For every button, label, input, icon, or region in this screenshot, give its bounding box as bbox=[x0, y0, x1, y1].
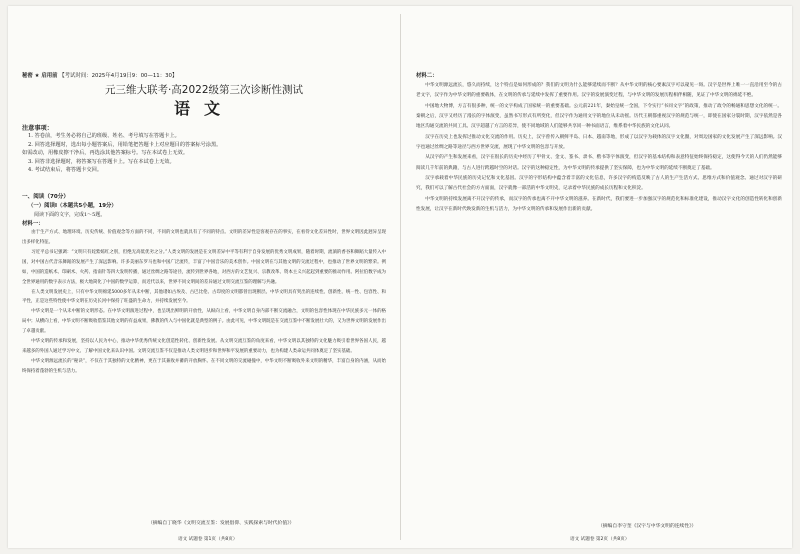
material1-body bbox=[22, 228, 386, 377]
material2-paragraph: 从汉字的产生和发展来看，汉字在很长的历史中经历了甲骨文、金文、篆书、隶书、楷书等字体演变，但汉字的基本结构和表意特征始终保持稳定，这使得今天的人们仍然能够阅读几千年前的典籍，与古人进行跨越时空的对话。汉字的这种稳定性，为中华文明的传承提供了坚实保障，也为中华文明的延续不断奠定了基础。 bbox=[416, 155, 782, 171]
exam-time: 【考试时间：2025年4月19日9：00—11：30】 bbox=[59, 73, 178, 79]
material2-heading: 材料二： bbox=[416, 73, 438, 79]
material2-paragraph: 中国地大物博，方言有很多种，统一的文字构成了国家统一的重要基础。公元前221年，秦始皇统一全国，下令实行“书同文字”的政策，推动了政令的畅通和思想文化的统一。秦朝之后，汉字又经历了漫长的字体演变，虽然书写形式有所变化，但汉字作为通用文字的地位从未动摇。历代王朝都重视汉字的规范与统一，即使在国家分裂时期，汉字依然是各地区沟通交流的共同工具。汉字超越了方言的差异，使不同地域的人们能够共享同一种书面语言，维系着中华民族的文化认同。 bbox=[416, 103, 782, 130]
material2-paragraph: 中华文明源远流长，悠久而持续，这个特点是如何形成的？我们的文明为什么能够延续而不断？从中华文明的核心要素汉字可以窥见一斑。汉字是世界上唯一一直沿用至今的古老文字，汉字作为中华文明的重要载体，在文明的传承与延续中发挥了重要作用。汉字的发展演变过程，与中华文明的发展历程相伴相随，见证了中华文明的绵延不绝。 bbox=[416, 83, 782, 99]
note-item: 4. 考试结束后，将答题卡交回。 bbox=[28, 167, 103, 174]
note-item: 2. 回答选择题时，选出每小题答案后，用铅笔把答题卡上对应题目的答案标号涂黑。 bbox=[28, 141, 222, 148]
section-instruction: 阅读下面的文字，完成1～5题。 bbox=[34, 212, 106, 218]
subject-title: 语文 bbox=[173, 99, 234, 118]
secret-label: 秘密 ★ 启用前 bbox=[22, 73, 58, 79]
material1-paragraph: 中华文明源远流长的“秘诀”，不仅在于其独特的文化精神，更在于其兼收并蓄的开放胸怀。在不同文明的交流碰撞中，中华文明不断吸收外来文明的精华，丰富自身的内涵，从而始终保持着蓬勃的生机与活力。 bbox=[22, 358, 386, 374]
section-subtitle: （一）阅读Ⅰ（本题共5小题，19分） bbox=[28, 203, 117, 209]
material2-paragraph: 中华文明的持续发展离不开汉字的传承，而汉字的传承也离不开中华文明的滋养。在新时代，我们要进一步加强汉字的规范化和标准化建设，推动汉字文化的创造性转化和创新性发展，让汉字在新时代焕发新的生机与活力，为中华文明的传承和发展作出新的贡献。 bbox=[416, 196, 782, 213]
column-divider bbox=[400, 14, 401, 540]
material1-source: （摘编自丁晓华《文明交流互鉴：发展倡仰、实践探索与时代价值》） bbox=[148, 521, 295, 526]
material1-paragraph: 在人类文明发展史上，只有中华文明绵延5000多年从未中断，其他诸如古埃及、古巴比伦、古印度的文明都曾出现断层。中华文明具有突出的连续性、创新性、统一性、包容性、和平性，正是这些特性使中华文明在历史长河中保持了旺盛的生命力，并持续发展至今。 bbox=[22, 289, 386, 305]
material2-paragraph: 汉字承载着中华民族的历史记忆和文化基因。汉字的字形结构中蕴含着丰富的文化信息，许多汉字的构造反映了古人的生产生活方式、思维方式和价值观念。通过对汉字的研究，我们可以了解古代社会的方方面面，汉字就像一部活的中华文明史，记录着中华民族的成长历程和文化积淀。 bbox=[416, 176, 782, 192]
material2-body bbox=[416, 81, 782, 215]
note-item: 如需改动，用橡皮擦干净后，再选涂其他答案标号。写在本试卷上无效。 bbox=[22, 150, 189, 157]
note-item: 3. 回答非选择题时，将答案写在答题卡上。写在本试卷上无效。 bbox=[28, 158, 175, 165]
exam-title: 元三维大联考·高2022级第三次诊断性测试 bbox=[104, 84, 304, 96]
material1-paragraph: 中华文明是一个从未中断的文明形态。在中华文明演进过程中，也呈现出鲜明的开放性，从纵向上看，中华文明自身内部不断交流融合，文明的包容性体现在中华民族多元一体的格局中；从横向上看，中华文明不断吸收借鉴其他文明的有益成果，佛教的传入与中国化就是典型的例子。由此可见，中华文明既是在交流互鉴中不断发展壮大的，又为世界文明的发展作出了卓越贡献。 bbox=[22, 309, 386, 335]
exam-sheet bbox=[8, 6, 792, 548]
notes-heading: 注意事项： bbox=[22, 125, 53, 132]
note-item: 1. 答卷前，考生务必将自己的班级、姓名、考号填写在答题卡上。 bbox=[28, 133, 180, 139]
material1-heading: 材料一： bbox=[22, 221, 44, 227]
section-title: 一、阅读（70分） bbox=[22, 194, 69, 200]
material1-paragraph: 习近平总书记强调：“文明只有姹紫嫣红之别，但绝无高低优劣之分。”人类文明的发展是在文明差异中平等有利于自身发展的优秀文明成果，随着时期，流淌的香谷和舞蹈大量传入中国，对中国古代音乐舞蹈的发展产生了深远影响。许多美丽东罗马也和中国广泛流传，丰富了中国音乐的美术创作。中国文明在与其他文明的交流过程中，也推动了世界文明的繁荣。例如，中国的造纸术、印刷术、火药、指南针等四大发明传播，通过丝绸之路等途径，流传到世界各地，对西方的文艺复兴、宗教改革、资本主义兴起起到重要的推动作用。阿拉伯数字成为全世界通用的数字表示方法，极大地简化了中国的数学运算，而近代以来，世界不同文明间的差异通过文明交流互鉴的理解与共融。 bbox=[22, 249, 386, 285]
material2-paragraph: 汉字在历史上也发挥过推动文化交流的作用。历史上，汉字曾传入朝鲜半岛、日本、越南等地，形成了以汉字为载体的汉字文化圈，对周边国家的文化发展产生了深远影响。汉字也通过丝绸之路等途径与西方世界交流，展现了中华文明的包容与开放。 bbox=[416, 134, 782, 151]
page-footer-left: 语文 试题卷 第1页（共8页） bbox=[178, 537, 238, 542]
notes-list bbox=[22, 132, 386, 175]
exam-header-line bbox=[22, 72, 177, 80]
material2-source: （摘编自李守奎《汉字与中华文明的连续性》） bbox=[598, 524, 697, 529]
page-footer-right: 语文 试题卷 第2页（共8页） bbox=[570, 537, 630, 542]
material1-paragraph: 由于生产方式、地理环境、历史传统、价值观念等方面的不同，不同的文明也就具有了不同的特点。文明的差异性是客观存在的事实，在看待文化差异性时，世界文明因此迥异呈现出多样化特征。 bbox=[22, 230, 386, 245]
material1-paragraph: 中华文明的传承和发展，坚持以人民为中心，推动中华优秀传统文化创造性转化、创新性发展。从文明交流互鉴的角度来看，中华文明以其独特的文化魅力吸引着世界各国人民，越来越多的外国人通过学习中文、了解中国文化来认识中国。文明交流互鉴不仅是推动人类文明进步和世界和平发展的重要动力，也为构建人类命运共同体奠定了坚实基础。 bbox=[22, 339, 386, 355]
